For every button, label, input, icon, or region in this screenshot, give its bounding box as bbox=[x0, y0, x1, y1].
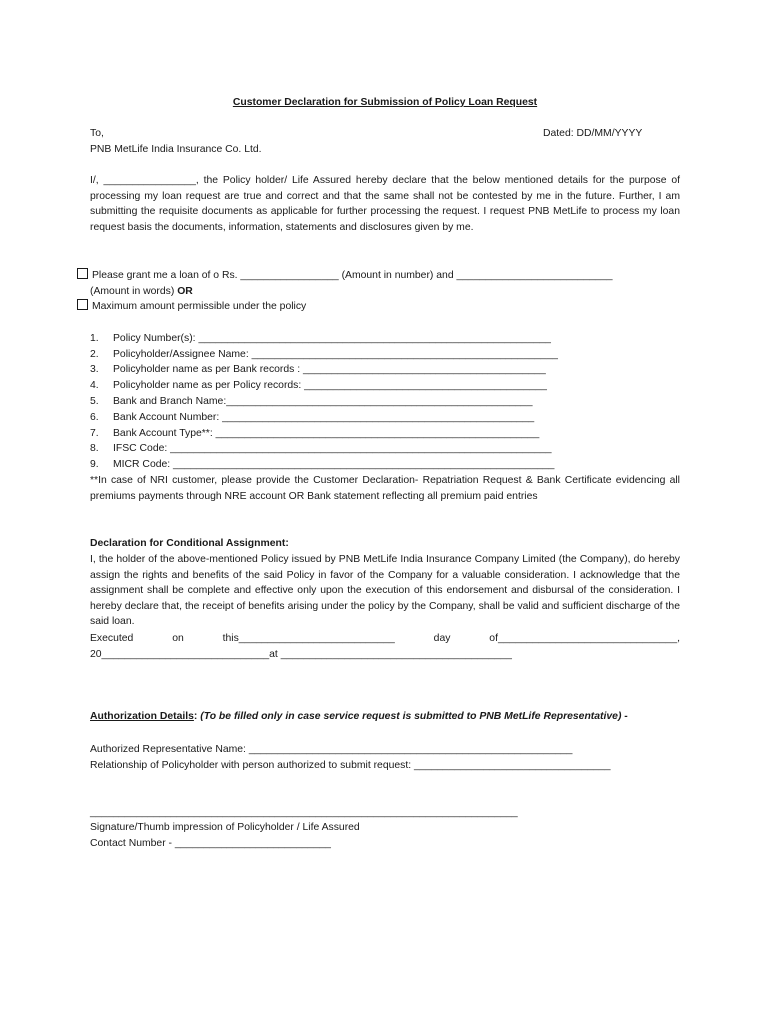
authorization-heading: Authorization Details bbox=[90, 711, 194, 722]
loan-amount-checkbox[interactable] bbox=[77, 268, 88, 279]
relationship-field[interactable]: Relationship of Policyholder with person authorized to submit request: __________________________________ bbox=[90, 760, 611, 771]
field-micr-code: MICR Code: __________________________________________________________________ bbox=[113, 459, 555, 470]
this-blank[interactable]: this___________________________ bbox=[222, 633, 395, 644]
conditional-assignment-paragraph: I, the holder of the above-mentioned Policy issued by PNB MetLife India Insurance Company Limited (the Company), do hereby assign the rights and benefits of the said Policy in favor of the Company for a valuable consideration. I acknowledge that the assignment shall be complete and effective only upon the execution of this endorsement and disbursal of the consideration. I hereby declare that, the receipt of benefits arising under the policy by the Company, shall be valid and sufficient discharge of the said loan. bbox=[90, 554, 680, 628]
authorization-colon: : bbox=[193, 711, 198, 722]
field-row[interactable] bbox=[90, 362, 546, 378]
field-number: 8. bbox=[90, 443, 99, 454]
document-title: Customer Declaration for Submission of Policy Loan Request bbox=[232, 97, 538, 108]
field-row[interactable] bbox=[90, 394, 532, 410]
execution-year-place[interactable]: 20_____________________________at ________________________________________ bbox=[90, 649, 512, 660]
signature-line[interactable]: __________________________________________________________________________ bbox=[90, 807, 518, 818]
signature-label: Signature/Thumb impression of Policyholder / Life Assured bbox=[90, 822, 360, 833]
or-label: OR bbox=[177, 286, 193, 297]
authorization-dash: - bbox=[621, 711, 628, 722]
amount-in-words-label: (Amount in words) bbox=[90, 286, 175, 297]
field-bank-records-name: Policyholder name as per Bank records : __________________________________________ bbox=[113, 364, 546, 375]
field-number: 5. bbox=[90, 396, 99, 407]
field-number: 1. bbox=[90, 333, 99, 344]
of-blank[interactable]: of_______________________________, bbox=[489, 633, 680, 644]
field-account-type: Bank Account Type**: ________________________________________________________ bbox=[113, 428, 540, 439]
company-name: PNB MetLife India Insurance Co. Ltd. bbox=[90, 144, 262, 155]
field-policy-number: Policy Number(s): _____________________________________________________________ bbox=[113, 333, 551, 344]
nri-note: **In case of NRI customer, please provide the Customer Declaration- Repatriation Request & Bank Certificate evidencing all premiums payments through NRE account OR Bank statement reflecting all premium paid entries bbox=[90, 475, 680, 502]
conditional-assignment-heading: Declaration for Conditional Assignment: bbox=[90, 538, 289, 549]
contact-number-field[interactable]: Contact Number - ___________________________ bbox=[90, 838, 331, 849]
date-field: Dated: DD/MM/YYYY bbox=[543, 128, 643, 139]
field-row[interactable] bbox=[90, 331, 551, 347]
maximum-amount-checkbox[interactable] bbox=[77, 299, 88, 310]
field-bank-branch: Bank and Branch Name:_____________________________________________________ bbox=[113, 396, 533, 407]
on-label: on bbox=[172, 633, 184, 644]
field-account-number: Bank Account Number: ______________________________________________________ bbox=[113, 412, 535, 423]
loan-option-maximum[interactable] bbox=[77, 299, 306, 315]
field-row[interactable] bbox=[90, 426, 539, 442]
execution-line bbox=[90, 631, 680, 647]
field-row[interactable] bbox=[90, 378, 547, 394]
authorization-note: (To be filled only in case service request is submitted to PNB MetLife Representative) bbox=[200, 711, 622, 722]
loan-option-amount[interactable] bbox=[77, 268, 613, 284]
addressee-to: To, bbox=[90, 128, 104, 139]
field-number: 7. bbox=[90, 428, 99, 439]
field-number: 3. bbox=[90, 364, 99, 375]
field-number: 6. bbox=[90, 412, 99, 423]
field-number: 9. bbox=[90, 459, 99, 470]
field-row[interactable] bbox=[90, 410, 534, 426]
declaration-paragraph: I/, ________________, the Policy holder/ Life Assured hereby declare that the below mentioned details for the purpose of processing my loan request are true and correct and that the same shall not be contested by me in the future. Further, I am submitting the requisite documents as applicable for further processing the request. I request PNB MetLife to process my loan request basis the documents, information, statements and disclosures given by me. bbox=[90, 175, 680, 233]
executed-label: Executed bbox=[90, 633, 134, 644]
authorization-line bbox=[90, 709, 628, 725]
field-ifsc-code: IFSC Code: __________________________________________________________________ bbox=[113, 443, 552, 454]
field-row[interactable] bbox=[90, 457, 554, 473]
field-number: 2. bbox=[90, 349, 99, 360]
loan-amount-words-line bbox=[90, 284, 193, 300]
field-row[interactable] bbox=[90, 347, 558, 363]
representative-name-field[interactable]: Authorized Representative Name: ________________________________________________________ bbox=[90, 744, 573, 755]
field-number: 4. bbox=[90, 380, 99, 391]
maximum-amount-label: Maximum amount permissible under the policy bbox=[92, 301, 307, 312]
day-label: day bbox=[433, 633, 451, 644]
field-row[interactable] bbox=[90, 441, 552, 457]
field-assignee-name: Policyholder/Assignee Name: _____________________________________________________ bbox=[113, 349, 558, 360]
field-policy-records-name: Policyholder name as per Policy records: __________________________________________ bbox=[113, 380, 547, 391]
loan-amount-label: Please grant me a loan of ο Rs. _________________ (Amount in number) and ___________________________ bbox=[92, 270, 613, 281]
